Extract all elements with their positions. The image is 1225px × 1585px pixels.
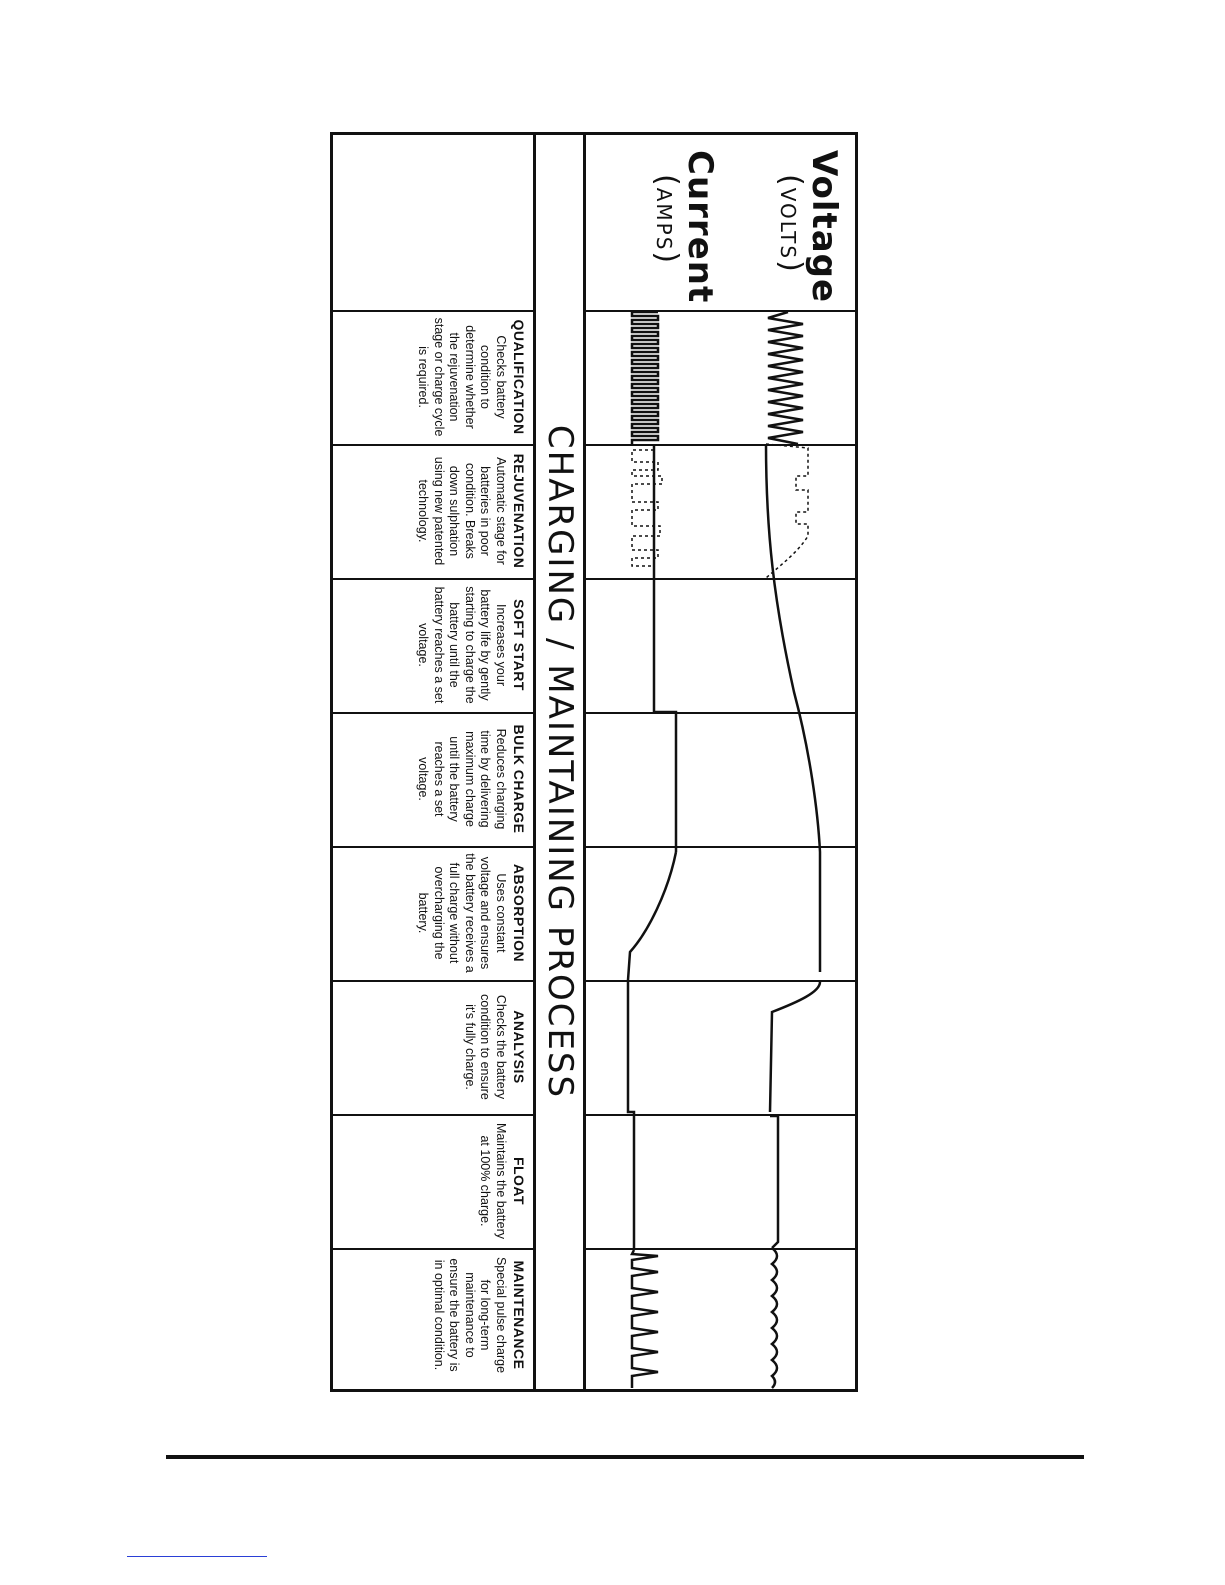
current-line-maintenance [632, 1250, 658, 1388]
column-divider [586, 1248, 858, 1250]
column-divider [586, 310, 858, 312]
stage-description: Automatic stage for batteries in poor condition. Breaks down sulphation using new patented technology. [416, 456, 508, 566]
voltage-title: Voltage [804, 150, 844, 304]
column-divider [586, 712, 858, 714]
stage-name: ABSORPTION [511, 863, 527, 963]
stage-description: Checks the battery condition to ensure it's fully charge. [463, 994, 508, 1100]
stage-bulk-charge [336, 712, 532, 846]
voltage-line-maintenance [772, 1248, 777, 1388]
waveform-graph [586, 132, 858, 1392]
charging-process-diagram [330, 132, 858, 1392]
stage-description: Maintains the battery at 100% charge. [478, 1122, 508, 1240]
stage-name: QUALIFICATION [511, 319, 527, 435]
voltage-line-analysis [770, 980, 820, 1112]
current-line-softstart [654, 444, 676, 852]
stage-name: SOFT START [511, 599, 527, 691]
stage-float [336, 1114, 532, 1248]
voltage-unit: (VOLTS) [773, 174, 808, 274]
stage-description: Reduces charging time by delivering maximum charge until the battery reaches a set voltage. [416, 728, 508, 830]
current-line-absorption [628, 852, 676, 1250]
stage-maintenance [336, 1248, 532, 1382]
column-divider [586, 980, 858, 982]
column-divider [586, 846, 858, 848]
voltage-line-qualification [768, 312, 803, 444]
voltage-line-float [770, 1116, 778, 1248]
stage-absorption [336, 846, 532, 980]
stage-soft-start [336, 578, 532, 712]
footer-rule [166, 1455, 1084, 1459]
current-unit: (AMPS) [649, 174, 684, 266]
column-divider [586, 444, 858, 446]
current-line-qualification [632, 312, 658, 444]
stage-name: REJUVENATION [511, 453, 527, 569]
voltage-line-rising [766, 444, 820, 972]
stage-rejuvenation [336, 444, 532, 578]
stage-description: Increases your battery life by gently starting to charge the battery until the battery reaches a set voltage. [416, 586, 508, 704]
column-divider [586, 1114, 858, 1116]
stage-description: Checks battery condition to determine whether the rejuvenation stage or charge cycle is required. [416, 317, 508, 437]
current-title: Current [680, 150, 720, 304]
stage-name: MAINTENANCE [511, 1260, 527, 1370]
stage-description: Uses constant voltage and ensures the battery receives a full charge without overcharging the battery. [416, 853, 508, 973]
column-divider [586, 578, 858, 580]
stage-name: ANALYSIS [511, 1010, 527, 1084]
current-unit-text: AMPS [652, 187, 676, 252]
current-line-rejuvenation [632, 444, 662, 566]
stage-qualification [336, 310, 532, 444]
process-title: CHARGING / MAINTAINING PROCESS [540, 424, 580, 1100]
stage-name: FLOAT [511, 1156, 527, 1206]
footer-link-underline [127, 1556, 267, 1557]
stage-description: Special pulse charge for long-term maintenance to ensure the battery is in optimal condition. [432, 1256, 508, 1374]
voltage-unit-text: VOLTS [776, 187, 800, 261]
stage-analysis [336, 980, 532, 1114]
stage-name: BULK CHARGE [511, 724, 527, 834]
